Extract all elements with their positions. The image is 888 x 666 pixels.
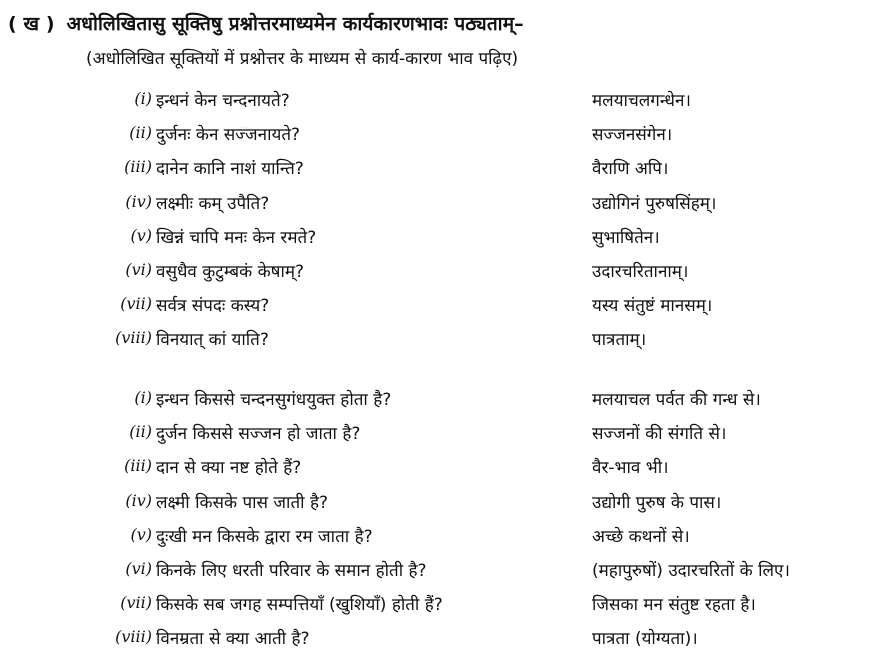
question: वसुधैव कुटुम्बकं केषाम्? xyxy=(156,261,305,282)
qa-row xyxy=(0,486,888,520)
item-number: (iii) xyxy=(124,157,152,177)
item-number: (i) xyxy=(134,89,152,108)
hindi-qa-list xyxy=(0,383,888,657)
item-number: (vi) xyxy=(125,259,152,279)
qa-row xyxy=(0,554,888,588)
item-number: (ii) xyxy=(129,422,152,442)
qa-row xyxy=(0,221,888,255)
section-heading xyxy=(8,10,878,36)
question: किसके सब जगह सम्पत्तियाँ (खुशियाँ) होती हैं? xyxy=(156,595,443,616)
qa-row xyxy=(0,323,888,357)
qa-row xyxy=(0,289,888,323)
qa-row xyxy=(0,622,888,656)
answer: पात्रताम्। xyxy=(592,330,647,351)
question: दुर्जन किससे सज्जन हो जाता है? xyxy=(156,424,361,445)
question: लक्ष्मीः कम् उपैति? xyxy=(156,193,270,214)
question: सर्वत्र संपदः कस्य? xyxy=(156,296,270,317)
item-number: (ii) xyxy=(129,123,152,143)
item-number: (iii) xyxy=(124,456,152,476)
answer: सज्जनों की संगति से। xyxy=(592,424,727,445)
item-number: (vi) xyxy=(125,558,152,578)
answer: अच्छे कथनों से। xyxy=(592,526,690,547)
question: दुःखी मन किसके द्वारा रम जाता है? xyxy=(156,526,373,547)
item-number: (iv) xyxy=(125,191,152,211)
section-label: ( ख ) xyxy=(8,13,55,35)
answer: वैर-भाव भी। xyxy=(592,458,669,479)
question: खिन्नं चापि मनः केन रमते? xyxy=(156,227,317,248)
qa-row xyxy=(0,187,888,221)
qa-row xyxy=(0,417,888,451)
section-subheading: (अधोलिखित सूक्तियों में प्रश्नोत्तर के माध्यम से कार्य-कारण भाव पढ़िए) xyxy=(86,49,519,69)
qa-row xyxy=(0,520,888,554)
item-number: (v) xyxy=(130,524,152,544)
answer: उद्योगी पुरुष के पास। xyxy=(592,492,722,513)
item-number: (iv) xyxy=(125,490,152,510)
sanskrit-qa-list xyxy=(0,84,888,358)
qa-row xyxy=(0,118,888,152)
answer: मलयाचलगन्धेन। xyxy=(592,91,691,111)
answer: उद्योगिनं पुरुषसिंहम्। xyxy=(592,193,717,214)
question: विनयात् कां याति? xyxy=(156,330,269,351)
qa-row xyxy=(0,588,888,622)
question: किनके लिए धरती परिवार के समान होती है? xyxy=(156,560,427,581)
answer: यस्य संतुष्टं मानसम्। xyxy=(592,296,713,317)
question: लक्ष्मी किसके पास जाती है? xyxy=(156,492,328,513)
item-number: (vii) xyxy=(120,294,152,314)
item-number: (vii) xyxy=(120,593,152,613)
question: इन्धन किससे चन्दनसुगंधयुक्त होता है? xyxy=(156,390,392,410)
answer: वैराणि अपि। xyxy=(592,159,669,180)
section-heading-text: अधोलिखितासु सूक्तिषु प्रश्नोत्तरमाध्यमेन कार्यकारणभावः पठ्यताम्– xyxy=(66,13,524,35)
answer: मलयाचल पर्वत की गन्ध से। xyxy=(592,390,761,410)
item-number: (v) xyxy=(130,225,152,245)
answer: जिसका मन संतुष्ट रहता है। xyxy=(592,595,756,616)
item-number: (viii) xyxy=(115,328,152,348)
question: दान से क्या नष्ट होते हैं? xyxy=(156,458,302,479)
qa-row xyxy=(0,451,888,485)
qa-row xyxy=(0,84,888,118)
item-number: (viii) xyxy=(115,627,152,647)
question: विनम्रता से क्या आती है? xyxy=(156,629,310,650)
qa-row xyxy=(0,152,888,186)
question: इन्धनं केन चन्दनायते? xyxy=(156,91,290,111)
answer: सुभाषितेन। xyxy=(592,227,660,248)
item-number: (i) xyxy=(134,388,152,407)
qa-row xyxy=(0,255,888,289)
answer: (महापुरुषों) उदारचरितों के लिए। xyxy=(592,560,790,581)
qa-row xyxy=(0,383,888,417)
question: दानेन कानि नाशं यान्ति? xyxy=(156,159,304,180)
answer: उदारचरितानाम्। xyxy=(592,261,689,282)
answer: सज्जनसंगेन। xyxy=(592,125,673,146)
question: दुर्जनः केन सज्जनायते? xyxy=(156,125,301,146)
answer: पात्रता (योग्यता)। xyxy=(592,629,698,650)
